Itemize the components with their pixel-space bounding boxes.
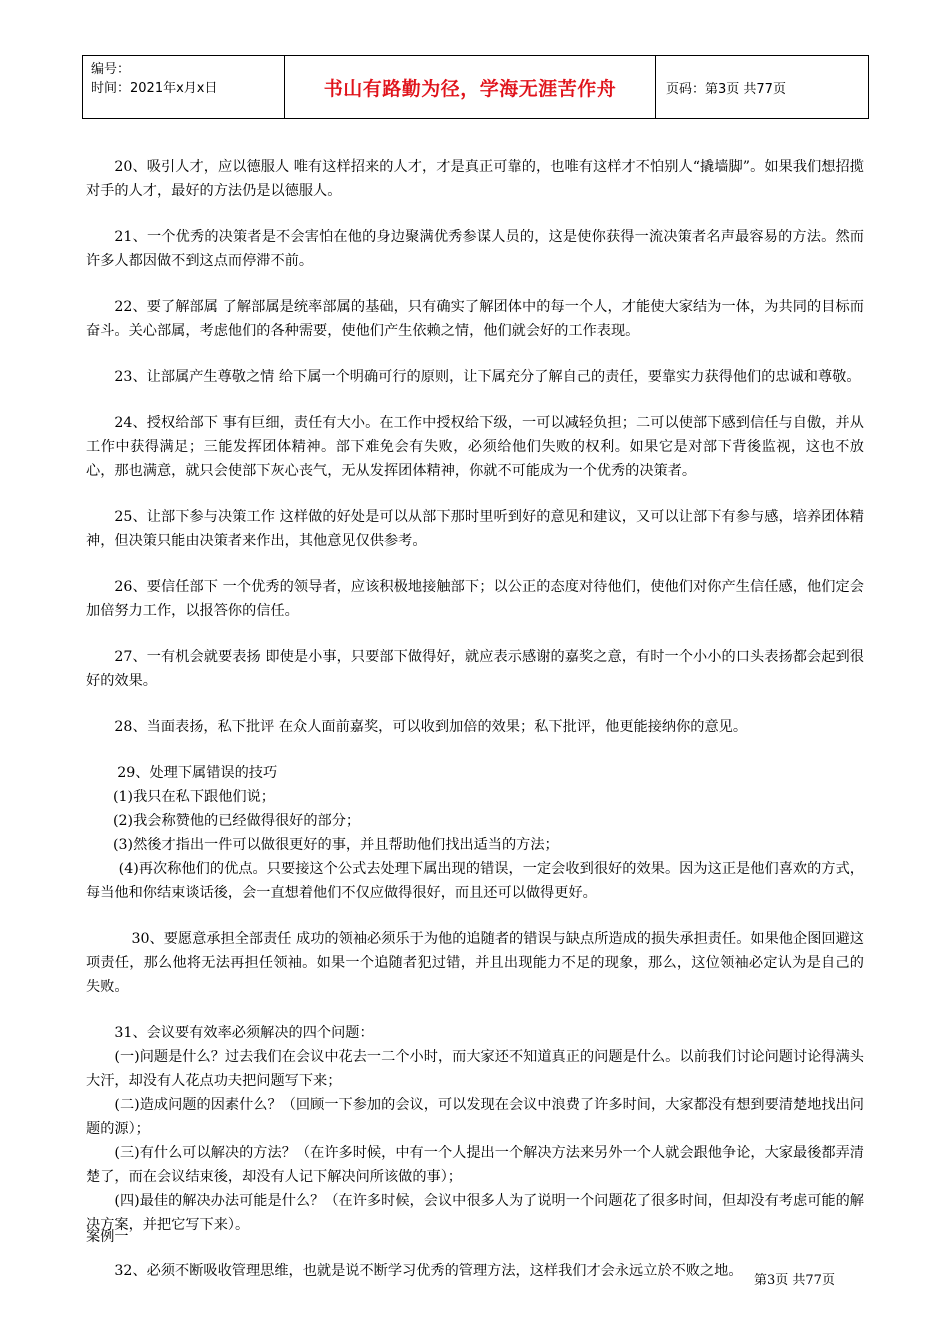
section-31-item-4: (四)最佳的解决办法可能是什么？（在许多时候，会议中很多人为了说明一个问题花了很多时间，但却没有考虑可能的解决方案，并把它写下来）。	[86, 1193, 864, 1233]
paragraph-28: 28、当面表扬，私下批评 在众人面前嘉奖，可以收到加倍的效果；私下批评，他更能接纳你的意见。	[114, 719, 748, 735]
case-heading: 案例一	[86, 1229, 129, 1245]
section-31	[86, 1021, 864, 1237]
header-motto: 书山有路勤为径，学海无涯苦作舟	[284, 56, 656, 118]
paragraph-24: 24、授权给部下 事有巨细，责任有大小。在工作中授权给下级，一可以减轻负担；二可以使部下感到信任与自傲，并从工作中获得满足；三能发挥团体精神。部下难免会有失败，必须给他们失败的权利。如果它是对部下背後监视，这也不放心，那也满意，就只会使部下灰心丧气，无从发挥团体精神，你就不可能成为一个优秀的决策者。	[86, 415, 864, 479]
header-page-number: 页码：第3页 共77页	[666, 81, 786, 97]
paragraph-26: 26、要信任部下 一个优秀的领导者，应该积极地接触部下；以公正的态度对待他们，使他们对你产生信任感，他们定会加倍努力工作，以报答你的信任。	[86, 579, 864, 619]
document-time-label: 时间：2021年x月x日	[91, 81, 218, 96]
section-31-item-2: (二)造成问题的因素什么？（回顾一下参加的会议，可以发现在会议中浪费了许多时间，大家都没有想到要清楚地找出问题的源）；	[86, 1097, 864, 1137]
document-number-label: 编号：	[91, 62, 131, 77]
paragraph-21: 21、一个优秀的决策者是不会害怕在他的身边聚满优秀参谋人员的，这是使你获得一流决策者名声最容易的方法。然而许多人都因做不到这点而停滞不前。	[86, 229, 864, 269]
page-header	[82, 55, 869, 119]
section-29	[86, 761, 864, 905]
section-29-item-4: (4)再次称他们的优点。只要接这个公式去处理下属出现的错误，一定会收到很好的效果。因为这正是他们喜欢的方式，每当他和你结束谈话後，会一直想着他们不仅应做得很好，而且还可以做得更好。	[86, 861, 864, 901]
paragraph-20: 20、吸引人才，应以德服人 唯有这样招来的人才，才是真正可靠的，也唯有这样才不怕别人“撬墙脚”。如果我们想招揽对手的人才，最好的方法仍是以德服人。	[86, 159, 864, 199]
section-29-item-1: (1)我只在私下跟他们说；	[112, 789, 275, 805]
document-body	[86, 155, 864, 1305]
paragraph-23: 23、让部属产生尊敬之情 给下属一个明确可行的原则，让下属充分了解自己的责任，要靠实力获得他们的忠诚和尊敬。	[114, 369, 861, 385]
section-29-item-3: (3)然後才指出一件可以做很更好的事，并且帮助他们找出适当的方法；	[112, 837, 559, 853]
paragraph-32: 32、必须不断吸收管理思维，也就是说不断学习优秀的管理方法，这样我们才会永远立於不败之地。	[114, 1263, 743, 1279]
paragraph-27: 27、一有机会就要表扬 即使是小事，只要部下做得好，就应表示感谢的嘉奖之意，有时一个小小的口头表扬都会起到很好的效果。	[86, 649, 864, 689]
page-footer-number: 第3页 共77页	[754, 1273, 835, 1288]
section-29-item-2: (2)我会称赞他的已经做得很好的部分；	[112, 813, 361, 829]
paragraph-30: 30、要愿意承担全部责任 成功的领袖必须乐于为他的追随者的错误与缺点所造成的损失承担责任。如果他企图回避这项责任，那么他将无法再担任领袖。如果一个追随者犯过错，并且出现能力不足的现象，那么，这位领袖必定认为是自己的失败。	[86, 931, 864, 995]
paragraph-22: 22、要了解部属 了解部属是统率部属的基础，只有确实了解团体中的每一个人，才能使大家结为一体，为共同的目标而奋斗。关心部属，考虑他们的各种需要，使他们产生依赖之情，他们就会好的工作表现。	[86, 299, 864, 339]
section-31-item-1: (一)问题是什么？过去我们在会议中花去一二个小时，而大家还不知道真正的问题是什么。以前我们讨论问题讨论得满头大汗，却没有人花点功夫把问题写下来；	[86, 1049, 864, 1089]
section-31-item-3: (三)有什么可以解决的方法？（在许多时候，中有一个人提出一个解决方法来另外一个人就会跟他争论，大家最後都弄清楚了，而在会议结束後，却没有人记下解决问所该做的事）；	[86, 1145, 864, 1185]
section-29-title: 29、处理下属错误的技巧	[117, 765, 278, 781]
header-meta	[83, 56, 284, 118]
paragraph-25: 25、让部下参与决策工作 这样做的好处是可以从部下那时里听到好的意见和建议，又可以让部下有参与感，培养团体精神，但决策只能由决策者来作出，其他意见仅供参考。	[86, 509, 864, 549]
section-31-title: 31、会议要有效率必须解决的四个问题：	[114, 1025, 374, 1041]
